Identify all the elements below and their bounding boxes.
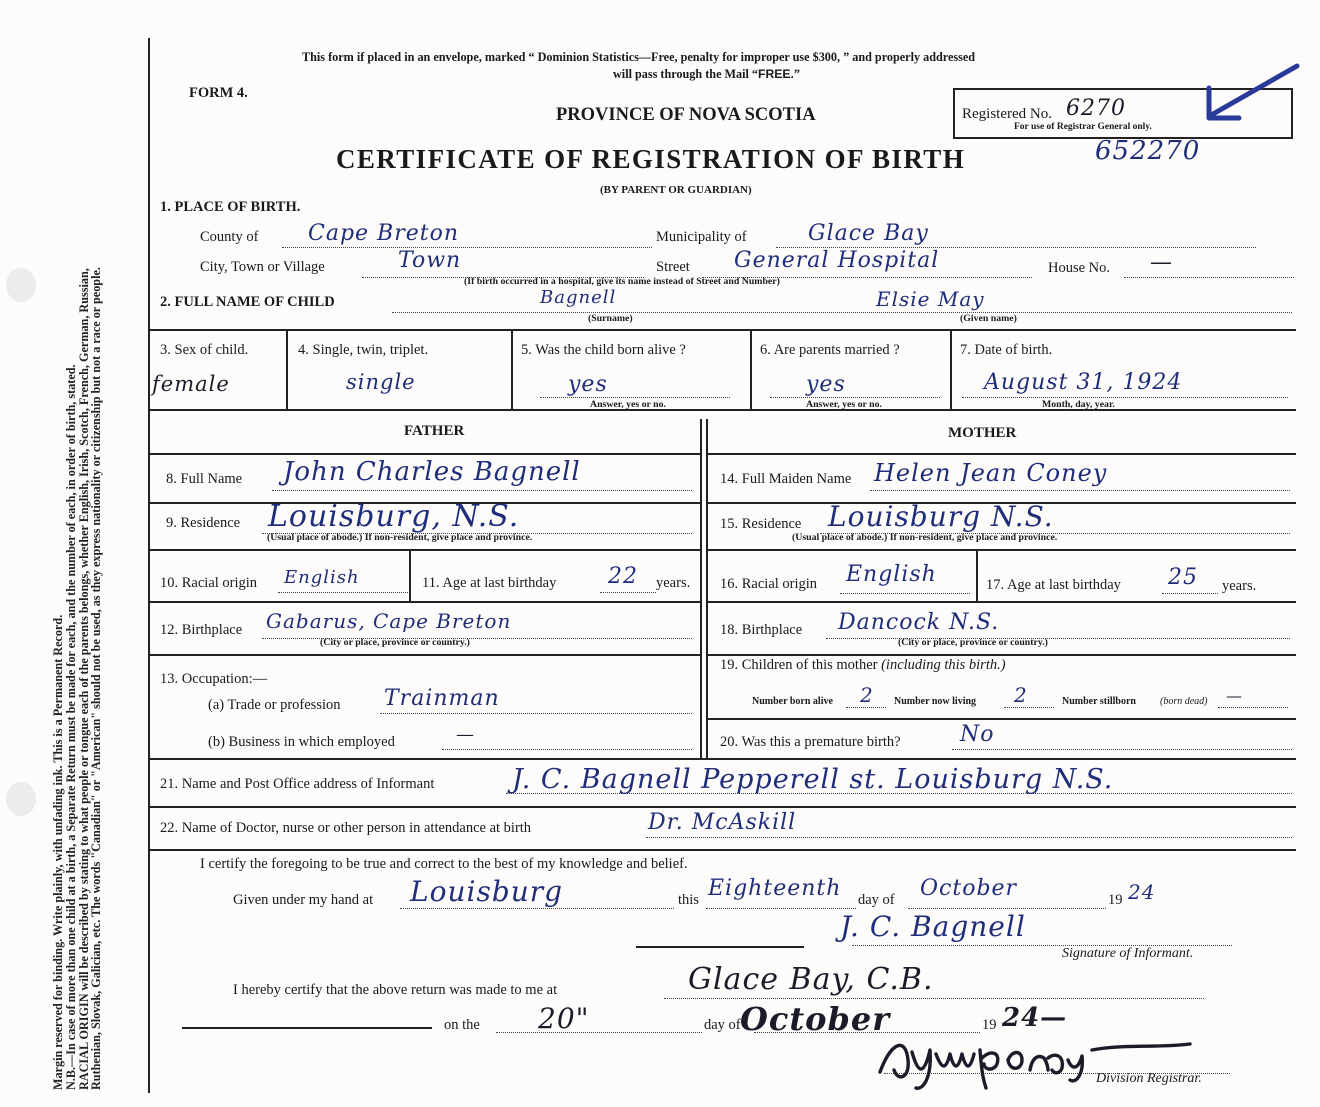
arrow-icon (1195, 60, 1305, 130)
father-name-value: John Charles Bagnell (283, 457, 581, 487)
registrar-year-value: 24— (1002, 1003, 1068, 1033)
surname-caption: (Surname) (588, 313, 633, 324)
alive-label: 5. Was the child born alive ? (521, 342, 686, 358)
registrar-day-label: day of (704, 1017, 741, 1033)
margin-line: Margin reserved for binding. Write plainly, with unfading ink. This is a Permanent Record. (51, 614, 65, 1090)
father-name-line (272, 490, 692, 491)
father-business-label: (b) Business in which employed (208, 734, 395, 750)
place-of-birth-label: 1. PLACE OF BIRTH. (160, 199, 301, 215)
divider (706, 654, 1296, 656)
married-line (770, 397, 940, 398)
mother-racial-line (840, 593, 970, 594)
province-heading: PROVINCE OF NOVA SCOTIA (556, 105, 816, 125)
municipality-value: Glace Bay (808, 221, 929, 246)
registrar-place-line (664, 998, 1204, 999)
given-caption: (Given name) (960, 313, 1017, 324)
alive-caption: Answer, yes or no. (590, 399, 666, 410)
father-residence-value: Louisburg, N.S. (268, 499, 520, 534)
divider (706, 718, 1296, 720)
mother-age-unit: years. (1222, 578, 1257, 594)
margin-line: N.B.—In case of more than one child at a birth, a Separate Return must be made for each, and the number of each, in order of birth, stated. (63, 364, 78, 1090)
mother-birthplace-label: 18. Birthplace (720, 622, 803, 638)
stillborn-line (1218, 707, 1288, 708)
mother-age-label: 17. Age at last birthday (986, 577, 1121, 593)
children-label-italic: (including this birth.) (881, 657, 1006, 673)
father-racial-value: English (284, 567, 360, 588)
column-divider (706, 419, 708, 758)
mother-name-line (870, 490, 1290, 491)
registered-value: 6270 (1066, 96, 1126, 121)
house-label: House No. (1048, 260, 1111, 276)
mother-name-label: 14. Full Maiden Name (720, 471, 852, 487)
dob-line (962, 397, 1288, 398)
postal-notice-text: will pass through the Mail “ (613, 67, 759, 81)
registrar-year-prefix: 19 (982, 1017, 997, 1033)
stillborn-caption: (born dead) (1160, 696, 1208, 707)
county-value: Cape Breton (308, 221, 460, 246)
form-number: FORM 4. (189, 85, 248, 101)
now-living-line (1004, 707, 1054, 708)
born-alive-label: Number born alive (752, 696, 833, 707)
divider (150, 409, 1296, 411)
father-birthplace-value: Gabarus, Cape Breton (266, 609, 512, 633)
father-age-value: 22 (608, 564, 638, 589)
divider (976, 549, 978, 601)
year-value: 24 (1128, 880, 1156, 904)
married-label: 6. Are parents married ? (760, 342, 900, 358)
city-value: Town (398, 248, 462, 273)
mother-age-value: 25 (1168, 565, 1198, 590)
registrar-note: For use of Registrar General only. (1014, 122, 1152, 132)
divider (950, 329, 952, 409)
registrar-day-line (496, 1032, 702, 1033)
margin-rule (148, 38, 150, 1093)
month-value: October (920, 876, 1018, 901)
informant-signature-caption: Signature of Informant. (1062, 946, 1194, 961)
informant-label: 21. Name and Post Office address of Informant (160, 776, 435, 792)
premature-value: No (960, 722, 995, 747)
born-alive-line (846, 707, 886, 708)
children-label-text: 19. Children of this mother (720, 657, 878, 673)
day-label: day of (858, 892, 895, 908)
now-living-value: 2 (1014, 683, 1028, 707)
informant-value: J. C. Bagnell Pepperell st. Louisburg N.S. (512, 764, 1114, 795)
this-label: this (678, 892, 699, 908)
mother-residence-value: Louisburg N.S. (828, 500, 1054, 533)
born-alive-value: 2 (860, 683, 874, 707)
informant-signature: J. C. Bagnell (840, 910, 1026, 943)
father-racial-line (278, 592, 410, 593)
divider (150, 453, 700, 455)
divider (150, 758, 1296, 760)
father-occupation-label: 13. Occupation:— (160, 671, 268, 687)
divider (150, 549, 700, 551)
father-residence-caption: (Usual place of abode.) If non-resident, give place and province. (267, 532, 533, 543)
postal-notice-line2 (613, 67, 800, 82)
column-divider (700, 419, 702, 758)
mother-racial-label: 16. Racial origin (720, 576, 818, 592)
stillborn-label: Number stillborn (1062, 696, 1136, 707)
plurality-label: 4. Single, twin, triplet. (298, 342, 429, 358)
registrar-statement: I hereby certify that the above return was made to me at (233, 982, 558, 998)
postal-notice: This form if placed in an envelope, marked “ Dominion Statistics—Free, penalty for improper use $300, ” and properly addressed (302, 50, 976, 64)
margin-line: RACIAL ORIGIN will be described by stating to what people or tongue each of the parents belongs, whether English, Irish, Scotch, French, German, Russian, (76, 268, 91, 1090)
mother-birthplace-value: Dancock N.S. (838, 610, 1000, 635)
father-residence-label: 9. Residence (166, 515, 241, 531)
divider (286, 329, 288, 409)
dob-caption: Month, day, year. (1042, 399, 1115, 410)
dob-value: August 31, 1924 (984, 370, 1183, 395)
dob-label: 7. Date of birth. (960, 342, 1053, 358)
father-trade-value: Trainman (384, 686, 500, 711)
mother-birthplace-line (826, 638, 1290, 639)
margin-instructions (52, 40, 103, 1090)
mother-birthplace-caption: (City or place, province or country.) (898, 637, 1048, 648)
divider (706, 549, 1296, 551)
county-line (282, 247, 652, 248)
certification-statement: I certify the foregoing to be true and correct to the best of my knowledge and belief. (200, 856, 688, 872)
child-name-label: 2. FULL NAME OF CHILD (160, 294, 335, 310)
registered-label: Registered No. (962, 106, 1052, 122)
divider (150, 654, 700, 656)
child-surname-value: Bagnell (540, 287, 617, 308)
father-birthplace-label: 12. Birthplace (160, 622, 243, 638)
divider (706, 453, 1296, 455)
hospital-note: (If birth occurred in a hospital, give its name instead of Street and Number) (464, 276, 780, 287)
divider (409, 549, 411, 601)
divider (150, 849, 1296, 851)
married-value: yes (806, 372, 846, 397)
sex-value: female (152, 372, 230, 396)
alive-value: yes (568, 372, 608, 397)
married-caption: Answer, yes or no. (806, 399, 882, 410)
given-place-value: Louisburg (410, 875, 564, 908)
divider (150, 601, 700, 603)
registrar-month-value: October (740, 1000, 891, 1038)
father-heading: FATHER (404, 423, 465, 439)
child-name-line (392, 312, 1292, 313)
divider (706, 601, 1296, 603)
month-line (908, 908, 1106, 909)
premature-line (952, 749, 1292, 750)
house-line (1124, 277, 1294, 278)
mother-children-label (720, 657, 1006, 674)
page-subtitle: (BY PARENT OR GUARDIAN) (600, 184, 752, 196)
divider (636, 946, 804, 948)
doctor-value: Dr. McAskill (648, 810, 797, 835)
registrar-place-value: Glace Bay, C.B. (688, 962, 934, 997)
father-name-label: 8. Full Name (166, 471, 243, 487)
street-value: General Hospital (734, 248, 940, 273)
divider (150, 329, 1296, 331)
mother-residence-caption: (Usual place of abode.) If non-resident, give place and province. (792, 532, 1058, 543)
divider (750, 329, 752, 409)
alive-line (540, 397, 730, 398)
municipality-label: Municipality of (656, 229, 747, 245)
mother-name-value: Helen Jean Coney (874, 459, 1108, 487)
mother-residence-label: 15. Residence (720, 516, 802, 532)
mother-age-line (1162, 593, 1218, 594)
father-business-line (442, 749, 692, 750)
given-place-line (400, 908, 674, 909)
father-age-label: 11. Age at last birthday (422, 575, 557, 591)
day-line (706, 908, 856, 909)
margin-line: Ruthenian, Slovak, Galician, etc. The words "Canadian" or "American" should not be used, as they express nationality or citizenship but not a race or people. (89, 267, 104, 1090)
page-title: CERTIFICATE OF REGISTRATION OF BIRTH (336, 144, 966, 174)
mother-racial-value: English (846, 562, 937, 587)
father-trade-line (380, 713, 692, 714)
given-label: Given under my hand at (233, 892, 374, 908)
doctor-line (646, 837, 1292, 838)
stillborn-value: — (1226, 686, 1243, 705)
father-business-value: — (456, 724, 475, 745)
postal-notice-text: ” (793, 67, 801, 81)
plurality-value: single (346, 370, 416, 394)
registrar-day-value: 20" (538, 1002, 590, 1035)
house-value: — (1150, 250, 1173, 275)
mother-heading: MOTHER (948, 425, 1017, 441)
city-label: City, Town or Village (200, 259, 325, 275)
registrar-on-label: on the (444, 1017, 480, 1033)
postal-notice-free: FREE. (758, 67, 794, 81)
county-label: County of (200, 229, 259, 245)
sex-label: 3. Sex of child. (160, 342, 249, 358)
year-prefix: 19 (1108, 892, 1123, 908)
registration-number-handwritten: 652270 (1095, 136, 1201, 166)
father-age-line (600, 592, 656, 593)
punch-hole (6, 268, 36, 302)
day-value: Eighteenth (708, 876, 842, 901)
now-living-label: Number now living (894, 696, 977, 707)
father-age-unit: years. (656, 575, 691, 591)
father-trade-label: (a) Trade or profession (208, 697, 341, 713)
divider (182, 1027, 432, 1029)
father-birthplace-caption: (City or place, province or country.) (320, 637, 470, 648)
street-label: Street (656, 259, 690, 275)
divider (150, 806, 1296, 808)
child-given-value: Elsie May (876, 287, 985, 311)
registrar-caption: Division Registrar. (1096, 1071, 1202, 1086)
doctor-label: 22. Name of Doctor, nurse or other person in attendance at birth (160, 820, 532, 836)
premature-label: 20. Was this a premature birth? (720, 734, 901, 750)
divider (511, 329, 513, 409)
punch-hole (6, 782, 36, 816)
father-racial-label: 10. Racial origin (160, 575, 258, 591)
